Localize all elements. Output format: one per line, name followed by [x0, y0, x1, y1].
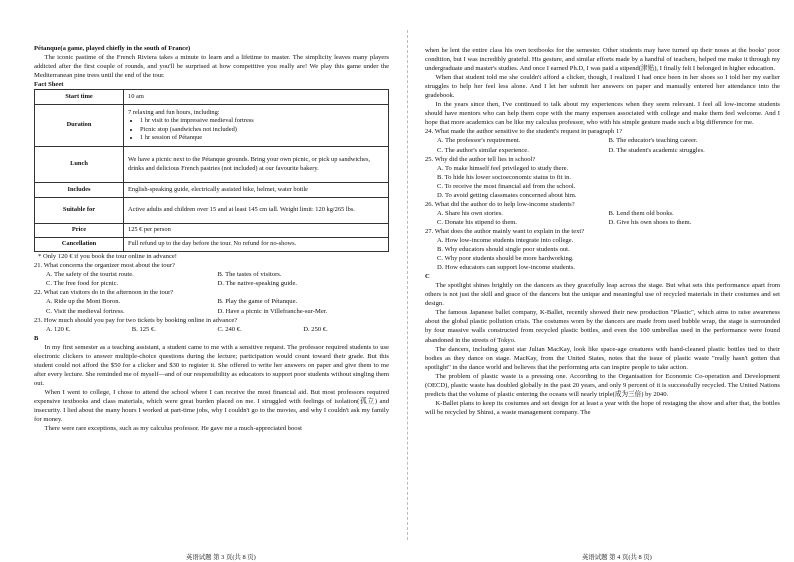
option-d: D. How educators can support low-income students.	[437, 264, 576, 272]
question-27	[425, 227, 780, 272]
duration-lead: 7 relaxing and fun hours, including:	[128, 108, 220, 116]
list-item: • 1 hr visit to the impressive medieval fortress	[140, 117, 384, 126]
option-b: B. To hide his lower socioeconomic status to fit in.	[437, 173, 572, 181]
question-25	[425, 155, 780, 200]
option-b: B. The educator's teaching career.	[608, 137, 698, 145]
passage-c-paragraph: The problem of plastic waste is a pressing one. According to the Organisation for Economic Co-operation and Development (OECD), plastic waste has doubled globally in the past 20 years, and only 9 percent of it is successfully recycled. The United Nations predicts that the volume of plastic entering the oceans will nearly triple(成为三倍) by 2040.	[425, 372, 780, 398]
option-b: B. Why educators should single poor students out.	[437, 246, 570, 254]
page-footer-right: 英语试题 第 4 页(共 8 页)	[582, 554, 652, 561]
page-footer-left: 英语试题 第 3 页(共 8 页)	[186, 554, 256, 561]
passage-a-title: Pétanque(a game, played chiefly in the south of France)	[34, 45, 191, 52]
question-stem: 26. What did the author do to help low-income students?	[425, 200, 575, 208]
passage-b-paragraph: In my first semester as a teaching assistant, a student came to me with a sensitive request. The professor required students to use electronic clickers to answer multiple-choice questions during the lecture; participation would count toward their grade. But this student could not afford the $50 for a clicker and $30 to register it. She offered to write her answers on paper and give them to me after every lecture. She reminded me of myself—and of our responsibility as educators to support poor students without singling them out.	[34, 343, 389, 387]
question-26	[425, 200, 780, 227]
option-c: C. 240 €.	[217, 325, 242, 333]
passage-b-paragraph: when he lent the entire class his own textbooks for the semester. Other students may have turned up their noses at the books' poor condition, but I was incredibly grateful. His gesture, and similar efforts made by a handful of teachers, helped me make it through my undergraduate and master's studies. And once I earned Ph.D, I was paid a stipend(津贴), I finally felt I belonged in higher education.	[425, 47, 780, 73]
table-row	[35, 90, 389, 105]
table-row	[35, 224, 389, 238]
table-row	[35, 238, 389, 252]
section-heading-b: B	[34, 334, 39, 342]
row-key: Suitable for	[35, 198, 124, 224]
table-row	[35, 183, 389, 198]
passage-c-paragraph: The famous Japanese ballet company, K-Ballet, recently showed their new production "Plastic", which aims to raise awareness about the global plastic pollution crisis. The costumes worn by the dancers are made from used bubble wrap, the stage is surrounded by four massive walls constructed from recycled plastic bottles, and even the 100 umbrellas used in the performance were found abandoned in the streets of Tokyo.	[425, 309, 780, 344]
question-21	[34, 261, 389, 288]
question-stem: 25. Why did the author tell lies in school?	[425, 155, 536, 163]
option-b: B. The tastes of visitors.	[217, 271, 282, 279]
passage-c-paragraph: The spotlight shines brightly on the dancers as they gracefully leap across the stage. But what sets this performance apart from others is not just the skill and grace of the dancers but the unique and meaningful use of recycled materials in their costumes and set design.	[425, 282, 780, 308]
option-c: C. Donate his stipend to them.	[437, 218, 518, 226]
list-item: • 1 hr session of Pétanque	[140, 134, 384, 143]
row-key: Price	[35, 224, 124, 238]
row-key: Lunch	[35, 147, 124, 183]
option-a: A. Ride up the Mont Boron.	[46, 298, 121, 306]
row-key: Includes	[35, 183, 124, 198]
right-page	[425, 46, 780, 417]
option-d: D. 250 €.	[303, 325, 328, 333]
table-note: * Only 120 € if you book the tour online in advance!	[38, 253, 177, 261]
row-value: We have a picnic next to the Pétanque grounds. Bring your own picnic, or pick up sandwiches, drinks and delicious French pastries (not included) at our favourite bakery.	[124, 147, 389, 183]
question-24	[425, 127, 780, 154]
passage-a-intro: The iconic pastime of the French Riviera takes a minute to learn and a lifetime to master. The simplicity leaves many players addicted after the first couple of rounds, and you'll be surprised at how competitive you really are! We play this game under the Mediterranean pine trees until the end of the tour.	[34, 54, 389, 80]
row-value: 125 € per person	[124, 224, 389, 238]
passage-b-paragraph: When I went to college, I chose to attend the school where I can receive the most financial aid. But most professors required expensive textbooks and class materials, which were great burden placed on me. I struggled with feelings of isolation(孤立) and insecurity. I lied about the many hours I worked at part-time jobs, why I couldn't go to the movies, and why I couldn't ask my family for money.	[34, 388, 389, 424]
table-row	[35, 198, 389, 224]
passage-b-paragraph: When that student told me she couldn't afford a clicker, though, I realized I had once been in her shoes so I told her my earlier struggles to help her feel less alone. And I let her submit her answers on paper and manually entered her attendance into the gradebook.	[425, 74, 780, 100]
list-item: • Picnic stop (sandwiches not included)	[140, 126, 384, 135]
row-value: Full refund up to the day before the tour. No refund for no-shows.	[124, 238, 389, 252]
passage-c-paragraph: The dancers, including guest star Julian MacKay, look like space-age creatures with hand-cleaned plastic bottles tied to their bodies as they dance on stage. MacKay, from the United States, notes that the issue of plastic waste "really hasn't gotten that spotlight" in the dance world and believes that the performing arts can inspire people to take action.	[425, 345, 780, 371]
option-b: B. Play the game of Pétanque.	[217, 298, 298, 306]
question-stem: 27. What does the author mainly want to explain in the text?	[425, 227, 585, 235]
option-b: B. 125 €.	[131, 325, 156, 333]
option-c: C. The free food for picnic.	[46, 280, 119, 288]
row-value: English-speaking guide, electrically assisted bike, helmet, water bottle	[124, 183, 389, 198]
table-row	[35, 105, 389, 147]
option-a: A. How low-income students integrate into college.	[437, 236, 574, 244]
option-d: D. Have a picnic in Villefranche-sur-Mer.	[217, 307, 328, 315]
question-stem: 23. How much should you pay for two tickets by booking online in advance?	[34, 316, 238, 324]
row-value: Active adults and children over 15 and at least 145 cm tall. Weight limit: 120 kg/265 lbs.	[124, 198, 389, 224]
option-d: D. The student's academic struggles.	[608, 146, 705, 154]
option-a: A. Share his own stories.	[437, 209, 503, 217]
question-22	[34, 288, 389, 315]
question-stem: 24. What made the author sensitive to the student's request in paragraph 1?	[425, 128, 623, 136]
option-c: C. The author's similar experience.	[437, 146, 529, 154]
question-stem: 22. What can visitors do in the afternoon in the tour?	[34, 289, 174, 297]
passage-c-paragraph: K-Ballet plans to keep its costumes and set design for at least a year with the hope of restaging the show and after that, the bottles will be recycled by Shinsi, a waste management company. The	[425, 399, 780, 416]
question-23	[34, 316, 389, 334]
option-d: D. To avoid getting classmates concerned about him.	[437, 191, 577, 199]
left-page	[34, 44, 389, 433]
option-c: C. Visit the medieval fortress.	[46, 307, 125, 315]
passage-b-paragraph: In the years since then, I've continued to talk about my experiences when they seem relevant. I feel all low-income students should have mentors who can help them cope with the many expenses associated with college and make them feel welcome. And I hope that more academics can be like my calculus professor, who with his simple gesture made such a big difference for me.	[425, 101, 780, 127]
option-a: A. To make himself feel privileged to study there.	[437, 164, 569, 172]
fact-sheet-label: Fact Sheet	[34, 81, 64, 89]
option-d: D. Give his own shoes to them.	[608, 218, 692, 226]
row-value: 10 am	[124, 90, 389, 105]
passage-b-paragraph: There were rare exceptions, such as my calculus professor. He gave me a much-appreciated boost	[44, 425, 302, 433]
duration-list	[128, 117, 384, 143]
page-divider	[407, 30, 408, 540]
fact-sheet-table	[34, 89, 389, 252]
option-a: A. The safety of the tourist route.	[46, 271, 134, 279]
row-value	[124, 105, 389, 147]
option-a: A. The professor's requirement.	[437, 137, 521, 145]
question-stem: 21. What concerns the organizer most about the tour?	[34, 262, 175, 270]
option-b: B. Lend them old books.	[608, 209, 674, 217]
option-c: C. To receive the most financial aid from the school.	[437, 182, 576, 190]
section-heading-c: C	[425, 273, 430, 281]
option-c: C. Why poor students should be more hardworking.	[437, 255, 574, 263]
row-key: Start time	[35, 90, 124, 105]
table-row	[35, 147, 389, 183]
option-d: D. The native-speaking guide.	[217, 280, 298, 288]
option-a: A. 120 €.	[46, 325, 71, 333]
row-key: Duration	[35, 105, 124, 147]
row-key: Cancellation	[35, 238, 124, 252]
